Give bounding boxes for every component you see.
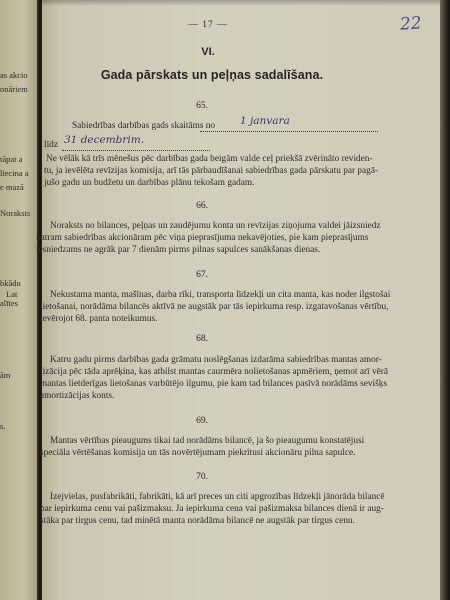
left-page-text: bkādu (0, 278, 21, 288)
paragraph-line: iesniedzams ne agrāk par 7 dienām pirms pilnas sapulces sanākšanas dienas. (36, 245, 321, 255)
paragraph-line: Nekustama manta, mašīnas, darba rīki, transporta līdzekļi un cita manta, kas noder ilgstošai (50, 290, 391, 300)
section-number: 68. (196, 334, 208, 344)
page-title: Gada pārskats un peļņas sadalīšana. (100, 68, 324, 82)
paragraph-line: jušo gadu un budžetu un darbības plānu tekošam gadam. (44, 178, 255, 188)
handwritten-entry: 31 decembrim. (64, 134, 145, 146)
left-page-text: e mazā (0, 182, 24, 192)
paragraph-line: mantas lietderīgas lietošanas varbūtējo ilgumu, pie kam tad bilances pasīvā norādāms sevišķs (40, 379, 387, 389)
paragraph-line: lietošanai, norādāma bilancēs aktīvā ne augstāk par tās iepirkuma resp. izgatavošanas vērtību, (40, 302, 389, 312)
paragraph-line: tizācija pēc tāda aprēķina, kas atbilst mantas caurmēra nolietošanas apmēriem, ņemot arī vērā (40, 367, 388, 377)
paragraph-line: ievērojot 68. panta noteikumus. (40, 314, 158, 324)
left-page-text: ām (0, 370, 11, 380)
paragraph-line: tu, ja ievēlēta revīzijas komisija, arī tās pārbaudīšanai sabiedrības gada pārskatu par pagā- (44, 166, 379, 176)
paragraph-line: Izejvielas, pusfabrikāti, fabrikāti, kā arī preces un citi apgrozības līdzekļi jānorāda bilancē (50, 492, 385, 502)
left-page-text: Lat (6, 289, 18, 299)
paragraph-line: stāka par tirgus cenu, tad minētā manta norādāma bilancē ne augstāk par tirgus cenu. (40, 516, 355, 526)
left-page-text: Noraksts (0, 208, 31, 218)
fill-in-line (200, 131, 378, 132)
page-shadow (42, 0, 440, 6)
section-number: 66. (196, 201, 208, 211)
section-number: 67. (196, 270, 208, 280)
paragraph-line: Katru gadu pirms darbības gada grāmatu noslēgšanas izdarāma sabiedrības mantas amor- (50, 355, 382, 365)
page-number: — 17 — (188, 20, 228, 30)
left-page-text: liecina a (0, 168, 29, 178)
paragraph-line: amortizācijas konts. (40, 391, 115, 401)
left-page-text: as akcio (0, 70, 28, 80)
paragraph-line: katram sabiedrības akcionāram pēc viņa pieprasījuma nekavējoties, pie kam pieprasījums (36, 233, 369, 243)
left-page-text: tāpat a (0, 154, 23, 164)
left-page-fragment (0, 0, 40, 600)
paragraph-line: Mantas vērtības pieaugums tikai tad norādāms bilancē, ja šo pieaugumu konstatējusi (50, 436, 365, 446)
paragraph-line: līdz (44, 140, 58, 150)
left-page-text: alītes (0, 298, 18, 308)
paragraph-line: Sabiedrības darbības gads skaitāms no (72, 121, 216, 131)
page-edge (440, 0, 450, 600)
chapter-number: VI. (201, 46, 215, 58)
left-page-text: onāriem (0, 84, 28, 94)
paragraph-line: par iepirkuma cenu vai pašizmaksu. Ja iepirkuma cena vai pašizmaksa bilances dienā ir aug- (40, 504, 384, 514)
left-page-text: s. (0, 421, 6, 431)
paragraph-line: Noraksts no bilances, peļņas un zaudējumu konta un revīzijas ziņojuma valdei jāizsniedz (50, 221, 381, 231)
section-number: 70. (196, 472, 208, 482)
section-number: 69. (196, 416, 208, 426)
handwritten-folio: 22 (399, 13, 423, 35)
fill-in-line (62, 150, 210, 151)
handwritten-entry: 1 janvara (240, 115, 290, 127)
paragraph-line: speciāla vērtēšanas komisija un tās novērtējumam piekritusi akcionāru pilna sapulce. (40, 448, 356, 458)
section-number: 65. (196, 101, 208, 111)
paragraph-line: Ne vēlāk kā trīs mēnešus pēc darbības gada beigām valde ceļ priekšā zvērināto reviden- (46, 154, 373, 164)
